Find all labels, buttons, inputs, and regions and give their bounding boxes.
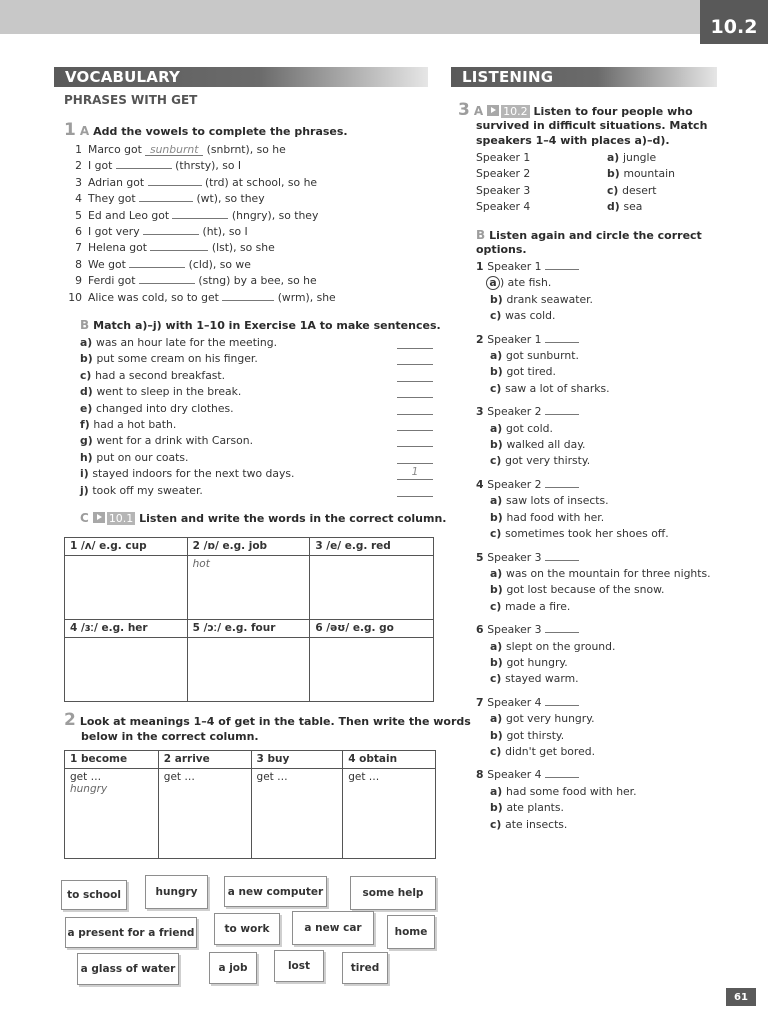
option-letter: c) bbox=[490, 672, 506, 686]
question-number: 4 bbox=[476, 477, 488, 491]
option-text: was cold. bbox=[505, 309, 556, 323]
option-letter: a) bbox=[490, 494, 506, 508]
word-card[interactable]: a new computer bbox=[224, 876, 327, 907]
word-card[interactable]: home bbox=[387, 915, 435, 949]
item-text: (wrm), she bbox=[274, 290, 336, 304]
item-text: Helena got bbox=[88, 241, 151, 255]
item-text: Alice was cold, so to get bbox=[88, 290, 223, 304]
answer-blank[interactable] bbox=[222, 290, 274, 301]
question-number: 2 bbox=[476, 332, 488, 346]
question bbox=[476, 259, 736, 325]
exercise-letter: B bbox=[80, 318, 90, 332]
question-number: 3 bbox=[476, 405, 488, 419]
answer-option[interactable] bbox=[476, 493, 736, 509]
item-number: 7 bbox=[75, 241, 82, 255]
answer-option[interactable] bbox=[476, 711, 736, 727]
match-item bbox=[80, 483, 294, 499]
answer-blank[interactable] bbox=[139, 191, 193, 202]
question-number: 1 bbox=[476, 260, 488, 273]
item-letter: f) bbox=[80, 418, 94, 432]
exercise-3a-heading bbox=[458, 100, 693, 120]
example-answer: hot bbox=[192, 558, 210, 570]
item-text: Marco got bbox=[88, 143, 146, 156]
question-stem bbox=[476, 259, 736, 275]
option-text: didn't get bored. bbox=[505, 744, 596, 758]
track-number: 10.2 bbox=[503, 105, 528, 118]
option-letter: b) bbox=[607, 167, 624, 181]
match-item bbox=[80, 368, 294, 384]
option-text: saw a lot of sharks. bbox=[505, 381, 610, 395]
answer-blank[interactable] bbox=[545, 332, 579, 343]
top-bar bbox=[0, 0, 700, 34]
answer-option[interactable] bbox=[476, 364, 736, 380]
answer-line[interactable] bbox=[397, 364, 433, 365]
match-item bbox=[80, 384, 294, 400]
answer-option[interactable] bbox=[476, 566, 736, 582]
item-text: Ferdi got bbox=[88, 274, 139, 288]
item-text: We got bbox=[88, 257, 130, 271]
speaker-label: Speaker 3 bbox=[487, 550, 545, 564]
option-text: ate insects. bbox=[505, 817, 568, 831]
speaker-label: Speaker 2 bbox=[476, 167, 531, 181]
example-answer: hungry bbox=[70, 783, 108, 795]
question bbox=[476, 332, 736, 398]
phrase-item bbox=[64, 175, 336, 191]
phrase-item bbox=[64, 142, 336, 158]
get-meanings-table bbox=[64, 750, 436, 859]
exercise-3b-list bbox=[476, 259, 736, 840]
exercise-number: 2 bbox=[64, 710, 76, 730]
option-letter: b) bbox=[490, 728, 507, 742]
answer-line[interactable] bbox=[397, 430, 433, 431]
exercise-letter: A bbox=[473, 104, 484, 118]
item-number: 1 bbox=[75, 143, 82, 156]
item-letter: b) bbox=[80, 352, 97, 366]
option-letter: c) bbox=[490, 744, 506, 758]
speaker-label: Speaker 3 bbox=[476, 183, 531, 197]
option-letter: b) bbox=[490, 510, 507, 524]
option-letter: b) bbox=[490, 365, 507, 379]
item-text: (wt), so they bbox=[193, 192, 265, 206]
place-option[interactable] bbox=[607, 183, 657, 199]
word-card[interactable]: to school bbox=[61, 880, 127, 910]
option-text: got tired. bbox=[506, 365, 556, 379]
table-header: 2 /ɒ/ e.g. job bbox=[187, 538, 310, 556]
audio-play-icon[interactable] bbox=[487, 105, 499, 116]
item-text: had a second breakfast. bbox=[95, 368, 226, 382]
word-card[interactable]: a glass of water bbox=[77, 953, 179, 985]
option-letter: a) bbox=[490, 349, 506, 363]
sound-table bbox=[64, 537, 434, 702]
item-text: (ht), so I bbox=[199, 225, 248, 239]
answer-option[interactable] bbox=[476, 510, 736, 526]
table-cell[interactable] bbox=[310, 556, 434, 620]
item-text: (thrsty), so I bbox=[171, 159, 242, 173]
answer-blank[interactable] bbox=[139, 273, 195, 284]
answer-option[interactable] bbox=[476, 437, 736, 453]
item-number: 10 bbox=[68, 290, 82, 304]
answer-line[interactable] bbox=[397, 414, 433, 415]
answer-blank[interactable] bbox=[545, 404, 579, 415]
table-header: 5 /ɔː/ e.g. four bbox=[187, 620, 310, 638]
match-item bbox=[80, 450, 294, 466]
exercise-instruction: survived in difficult situations. Match bbox=[476, 119, 708, 132]
answer-line[interactable] bbox=[397, 496, 433, 497]
option-text: got cold. bbox=[505, 421, 553, 435]
option-letter: c) bbox=[607, 183, 623, 197]
question-stem bbox=[476, 332, 736, 348]
option-letter: a) bbox=[490, 784, 506, 798]
example-answer: sunburnt bbox=[145, 144, 203, 156]
option-text: walked all day. bbox=[506, 438, 586, 452]
table-header: 4 obtain bbox=[343, 751, 436, 769]
exercise-2-heading bbox=[64, 710, 471, 730]
exercise-1b-heading bbox=[80, 318, 441, 333]
exercise-instruction: Listen again and circle the correct bbox=[489, 229, 702, 242]
word-card[interactable]: tired bbox=[342, 952, 388, 984]
table-header: 1 become bbox=[65, 751, 159, 769]
question-number: 8 bbox=[476, 768, 488, 782]
item-text: (hngry), so they bbox=[228, 208, 319, 222]
word-card[interactable]: hungry bbox=[145, 875, 208, 909]
item-number: 5 bbox=[75, 208, 82, 222]
answer-blank[interactable] bbox=[172, 208, 228, 219]
exercise-1a-heading bbox=[64, 120, 348, 140]
question bbox=[476, 550, 736, 616]
item-text: (trd) at school, so he bbox=[201, 175, 318, 189]
option-letter: c) bbox=[490, 817, 506, 831]
option-text: sea bbox=[623, 200, 643, 214]
question-number: 6 bbox=[476, 623, 488, 637]
option-letter: d) bbox=[607, 200, 624, 214]
option-text: saw lots of insects. bbox=[505, 494, 609, 508]
exercise-instruction: Look at meanings 1–4 of get in the table. Then write the words bbox=[79, 715, 471, 728]
item-number: 6 bbox=[75, 225, 82, 239]
word-card[interactable]: a present for a friend bbox=[65, 917, 197, 948]
place-option[interactable] bbox=[607, 199, 642, 215]
answer-line[interactable] bbox=[397, 397, 433, 398]
question bbox=[476, 404, 736, 470]
answer-option[interactable] bbox=[476, 599, 736, 615]
answer-option[interactable] bbox=[476, 800, 736, 816]
exercise-1b-list bbox=[80, 335, 294, 499]
question-stem bbox=[476, 550, 736, 566]
table-header: 2 arrive bbox=[158, 751, 251, 769]
option-text: drank seawater. bbox=[506, 292, 593, 306]
answer-line[interactable] bbox=[397, 446, 433, 447]
answer-blank[interactable] bbox=[129, 257, 185, 268]
table-cell[interactable] bbox=[310, 638, 434, 702]
exercise-1a-list bbox=[64, 142, 336, 306]
question bbox=[476, 767, 736, 833]
item-letter: e) bbox=[80, 401, 97, 415]
audio-play-icon[interactable] bbox=[93, 512, 105, 523]
speaker-label: Speaker 1 bbox=[476, 151, 531, 164]
option-text: got thirsty. bbox=[506, 728, 565, 742]
speaker-label: Speaker 1 bbox=[487, 260, 545, 273]
speaker-label: Speaker 4 bbox=[476, 200, 531, 214]
word-card[interactable]: to work bbox=[214, 913, 280, 945]
exercise-instruction: speakers 1–4 with places a)–d). bbox=[476, 134, 670, 147]
answer-blank[interactable] bbox=[148, 175, 202, 186]
phrase-item bbox=[64, 290, 336, 306]
table-cell[interactable] bbox=[187, 556, 310, 620]
question-number: 5 bbox=[476, 550, 488, 564]
match-item bbox=[80, 351, 294, 367]
option-text: slept on the ground. bbox=[505, 639, 616, 653]
answer-option[interactable] bbox=[476, 639, 736, 655]
question-stem bbox=[476, 404, 736, 420]
option-text: got sunburnt. bbox=[505, 349, 579, 363]
word-card[interactable]: some help bbox=[350, 876, 436, 910]
exercise-2-instruction-line2: below in the correct column. bbox=[81, 730, 259, 743]
word-card[interactable]: a new car bbox=[292, 911, 374, 945]
option-letter: b) bbox=[490, 438, 507, 452]
option-text: got lost because of the snow. bbox=[506, 583, 665, 597]
speaker-label: Speaker 3 bbox=[487, 623, 545, 637]
speaker-label: Speaker 2 bbox=[487, 405, 545, 419]
item-text: I got very bbox=[88, 225, 144, 239]
option-letter: b) bbox=[490, 583, 507, 597]
option-text: stayed warm. bbox=[505, 672, 579, 686]
answer-option[interactable] bbox=[476, 453, 736, 469]
exercise-instruction: options. bbox=[476, 243, 527, 256]
item-number: 3 bbox=[75, 175, 82, 189]
option-text: ate fish. bbox=[507, 276, 552, 290]
answer-option[interactable] bbox=[476, 817, 736, 833]
answer-option[interactable] bbox=[476, 292, 736, 308]
circled-option-letter: a bbox=[486, 276, 500, 290]
option-letter: b) bbox=[490, 655, 507, 669]
item-text: (cld), so we bbox=[185, 257, 251, 271]
item-letter: d) bbox=[80, 385, 97, 399]
listening-header: LISTENING bbox=[451, 67, 717, 87]
item-text: went for a drink with Carson. bbox=[96, 434, 254, 448]
exercise-number: 3 bbox=[458, 100, 470, 120]
question bbox=[476, 477, 736, 543]
exercise-number: 1 bbox=[64, 120, 76, 140]
word-card[interactable]: lost bbox=[274, 950, 324, 982]
item-letter: c) bbox=[80, 368, 96, 382]
phrase-item bbox=[64, 273, 336, 289]
answer-line[interactable] bbox=[397, 348, 433, 349]
item-text: went to sleep in the break. bbox=[96, 385, 242, 399]
question bbox=[476, 695, 736, 761]
match-item bbox=[80, 401, 294, 417]
item-letter: g) bbox=[80, 434, 97, 448]
exercise-letter: A bbox=[79, 124, 90, 138]
option-text: got very hungry. bbox=[505, 712, 595, 726]
option-letter: c) bbox=[490, 599, 506, 613]
answer-blank[interactable] bbox=[545, 622, 579, 633]
option-letter: c) bbox=[490, 381, 506, 395]
exercise-letter: C bbox=[80, 511, 89, 525]
option-letter: c) bbox=[490, 527, 506, 541]
item-text: put on our coats. bbox=[96, 450, 189, 464]
table-cell[interactable]: get … bbox=[158, 769, 251, 859]
question-stem bbox=[476, 767, 736, 783]
item-number: 8 bbox=[75, 257, 82, 271]
table-cell[interactable] bbox=[65, 556, 188, 620]
question-stem bbox=[476, 695, 736, 711]
table-cell[interactable]: get … hungry bbox=[65, 769, 159, 859]
option-letter: a) bbox=[490, 566, 506, 580]
item-letter: i) bbox=[80, 467, 93, 481]
answer-option[interactable] bbox=[476, 275, 736, 291]
option-letter: a) bbox=[490, 712, 506, 726]
answer-option[interactable] bbox=[476, 381, 736, 397]
unit-number: 10.2 bbox=[700, 0, 768, 44]
answer-option[interactable] bbox=[476, 671, 736, 687]
speaker-label: Speaker 2 bbox=[487, 477, 545, 491]
match-item bbox=[80, 335, 294, 351]
speaker-place-row bbox=[476, 183, 716, 199]
match-item bbox=[80, 417, 294, 433]
vocabulary-subheading: PHRASES WITH GET bbox=[64, 93, 198, 107]
table-cell[interactable]: get … bbox=[343, 769, 436, 859]
answer-blank[interactable] bbox=[545, 259, 579, 270]
item-letter: h) bbox=[80, 450, 97, 464]
answer-line[interactable] bbox=[397, 381, 433, 382]
speaker-place-row bbox=[476, 150, 716, 166]
option-letter: a) bbox=[607, 151, 623, 164]
page-number: 61 bbox=[726, 988, 756, 1006]
answer-blank[interactable] bbox=[545, 695, 579, 706]
question-stem bbox=[476, 477, 736, 493]
option-letter: a) bbox=[490, 421, 506, 435]
speaker-label: Speaker 1 bbox=[487, 332, 545, 346]
item-text: stayed indoors for the next two days. bbox=[92, 467, 295, 481]
exercise-3a-list bbox=[476, 150, 716, 216]
place-option[interactable] bbox=[607, 166, 675, 182]
item-text: changed into dry clothes. bbox=[96, 401, 234, 415]
phrase-item bbox=[64, 208, 336, 224]
item-text: had a hot bath. bbox=[93, 418, 177, 432]
answer-blank[interactable] bbox=[116, 158, 172, 169]
item-letter: a) bbox=[80, 336, 96, 349]
option-letter: c) bbox=[490, 309, 506, 323]
option-text: jungle bbox=[622, 151, 657, 164]
option-text: ate plants. bbox=[506, 801, 564, 815]
phrase-item bbox=[64, 158, 336, 174]
place-option[interactable] bbox=[607, 150, 656, 166]
option-text: sometimes took her shoes off. bbox=[505, 527, 669, 541]
item-text: (snbrnt), so he bbox=[203, 143, 286, 156]
answer-option[interactable] bbox=[476, 308, 736, 324]
option-text: made a fire. bbox=[505, 599, 571, 613]
option-letter: b) bbox=[490, 801, 507, 815]
option-text: desert bbox=[622, 183, 657, 197]
question-stem bbox=[476, 622, 736, 638]
exercise-letter: B bbox=[476, 228, 486, 242]
answer-line[interactable] bbox=[397, 463, 433, 464]
speaker-place-row bbox=[476, 166, 716, 182]
exercise-1c-heading bbox=[80, 511, 446, 526]
item-number: 4 bbox=[75, 192, 82, 206]
option-text: was on the mountain for three nights. bbox=[505, 566, 711, 580]
item-text: I got bbox=[88, 159, 116, 173]
table-cell[interactable]: get … bbox=[251, 769, 343, 859]
table-header: 3 buy bbox=[251, 751, 343, 769]
exercise-instruction: Add the vowels to complete the phrases. bbox=[93, 125, 348, 138]
answer-blank[interactable] bbox=[545, 767, 579, 778]
option-text: got hungry. bbox=[506, 655, 568, 669]
item-number: 2 bbox=[75, 159, 82, 173]
exercise-3b-heading bbox=[476, 228, 702, 243]
item-text: was an hour late for the meeting. bbox=[95, 336, 278, 349]
table-header: 4 /ɜː/ e.g. her bbox=[65, 620, 188, 638]
answer-blank[interactable] bbox=[545, 477, 579, 488]
option-letter: b) bbox=[490, 292, 507, 306]
table-header: 1 /ʌ/ e.g. cup bbox=[65, 538, 188, 556]
option-close: ) bbox=[500, 276, 508, 290]
option-letter: a) bbox=[490, 639, 506, 653]
item-text: They got bbox=[88, 192, 140, 206]
item-text: put some cream on his finger. bbox=[96, 352, 258, 366]
answer-blank[interactable] bbox=[150, 240, 208, 251]
exercise-instruction: Listen and write the words in the correct column. bbox=[139, 512, 447, 525]
answer-option[interactable] bbox=[476, 421, 736, 437]
item-text: took off my sweater. bbox=[92, 483, 203, 497]
item-text: (stng) by a bee, so he bbox=[194, 274, 317, 288]
option-text: had food with her. bbox=[506, 510, 605, 524]
answer-line[interactable]: 1 bbox=[397, 466, 433, 480]
option-text: got very thirsty. bbox=[505, 454, 591, 468]
word-card[interactable]: a job bbox=[209, 952, 257, 984]
question-number: 7 bbox=[476, 695, 488, 709]
speaker-place-row bbox=[476, 199, 716, 215]
answer-blank[interactable] bbox=[143, 224, 199, 235]
exercise-instruction: Match a)–j) with 1–10 in Exercise 1A to make sentences. bbox=[93, 319, 441, 332]
table-header: 3 /e/ e.g. red bbox=[310, 538, 434, 556]
answer-option[interactable] bbox=[476, 526, 736, 542]
vocabulary-header: VOCABULARY bbox=[54, 67, 428, 87]
match-item bbox=[80, 466, 294, 482]
option-text: mountain bbox=[623, 167, 675, 181]
phrase-item bbox=[64, 191, 336, 207]
phrase-item bbox=[64, 240, 336, 256]
answer-option[interactable] bbox=[476, 348, 736, 364]
question bbox=[476, 622, 736, 688]
table-cell[interactable] bbox=[187, 638, 310, 702]
phrase-item bbox=[64, 257, 336, 273]
exercise-instruction: Listen to four people who bbox=[533, 105, 693, 118]
answer-option[interactable] bbox=[476, 728, 736, 744]
option-letter: c) bbox=[490, 454, 506, 468]
answer-option[interactable] bbox=[476, 582, 736, 598]
answer-option[interactable] bbox=[476, 784, 736, 800]
answer-option[interactable] bbox=[476, 655, 736, 671]
item-text: (lst), so she bbox=[208, 241, 275, 255]
item-letter: j) bbox=[80, 483, 93, 497]
track-number: 10.1 bbox=[108, 512, 134, 525]
answer-option[interactable] bbox=[476, 744, 736, 760]
match-item bbox=[80, 433, 294, 449]
speaker-label: Speaker 4 bbox=[487, 695, 545, 709]
option-text: had some food with her. bbox=[505, 784, 637, 798]
phrase-item bbox=[64, 224, 336, 240]
item-text: Ed and Leo got bbox=[88, 208, 173, 222]
speaker-label: Speaker 4 bbox=[487, 768, 545, 782]
table-header: 6 /əʊ/ e.g. go bbox=[310, 620, 434, 638]
item-number: 9 bbox=[75, 274, 82, 288]
item-text: Adrian got bbox=[88, 175, 148, 189]
answer-blank[interactable] bbox=[545, 550, 579, 561]
table-cell[interactable] bbox=[65, 638, 188, 702]
